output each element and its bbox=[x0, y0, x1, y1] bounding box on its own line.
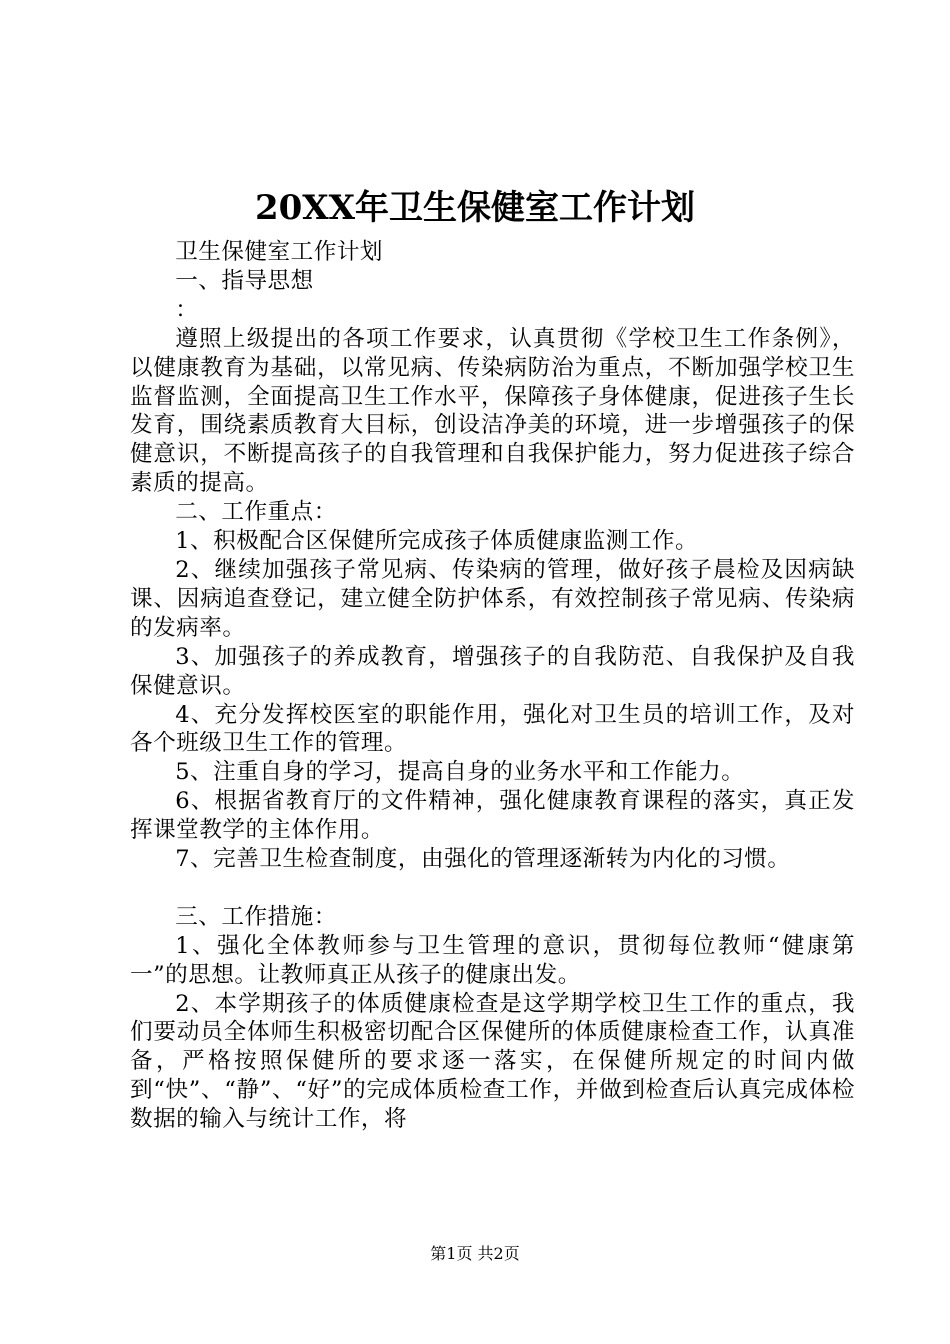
heading-work-measures: 三、工作措施： bbox=[175, 903, 337, 930]
blank-line bbox=[130, 874, 855, 903]
list-item-focus-1: 1、积极配合区保健所完成孩子体质健康监测工作。 bbox=[175, 528, 699, 555]
document-body bbox=[130, 238, 855, 1134]
list-item-focus-7: 7、完善卫生检查制度，由强化的管理逐渐转为内化的习惯。 bbox=[175, 846, 791, 873]
list-item-focus-2: 2、继续加强孩子常见病、传染病的管理，做好孩子晨检及因病缺课、因病追查登记，建立健全防护体系，有效控制孩子常见病、传染病的发病率。 bbox=[130, 556, 855, 641]
paragraph-colon: ： bbox=[175, 296, 199, 323]
heading-work-focus: 二、工作重点： bbox=[175, 499, 337, 526]
list-item-focus-4: 4、充分发挥校医室的职能作用，强化对卫生员的培训工作，及对各个班级卫生工作的管理。 bbox=[130, 701, 855, 757]
paragraph-subtitle: 卫生保健室工作计划 bbox=[175, 239, 384, 265]
list-item-measure-2: 2、本学期孩子的体质健康检查是这学期学校卫生工作的重点，我们要动员全体师生积极密切配合区保健所的体质健康检查工作，认真准备，严格按照保健所的要求逐一落实，在保健所规定的时间内做到“快”、“静”、“好”的完成体质检查工作，并做到检查后认真完成体检数据的输入与统计工作，将 bbox=[130, 990, 855, 1133]
list-item-focus-6: 6、根据省教育厅的文件精神，强化健康教育课程的落实，真正发挥课堂教学的主体作用。 bbox=[130, 788, 855, 844]
document-title: 20XX年卫生保健室工作计划 bbox=[254, 188, 696, 228]
list-item-measure-1: 1、强化全体教师参与卫生管理的意识，贯彻每位教师“健康第一”的思想。让教师真正从孩子的健康出发。 bbox=[130, 932, 855, 988]
paragraph-guiding-ideology: 遵照上级提出的各项工作要求，认真贯彻《学校卫生工作条例》，以健康教育为基础，以常见病、传染病防治为重点，不断加强学校卫生监督监测，全面提高卫生工作水平，保障孩子身体健康，促进孩子生长发育，围绕素质教育大目标，创设洁净美的环境，进一步增强孩子的保健意识，不断提高孩子的自我管理和自我保护能力，努力促进孩子综合素质的提高。 bbox=[130, 325, 855, 497]
page-number-footer: 第1页 共2页 bbox=[430, 1244, 520, 1263]
list-item-focus-5: 5、注重自身的学习，提高自身的业务水平和工作能力。 bbox=[175, 759, 745, 786]
heading-guiding-ideology: 一、指导思想 bbox=[175, 267, 314, 294]
list-item-focus-3: 3、加强孩子的养成教育，增强孩子的自我防范、自我保护及自我保健意识。 bbox=[130, 643, 855, 699]
